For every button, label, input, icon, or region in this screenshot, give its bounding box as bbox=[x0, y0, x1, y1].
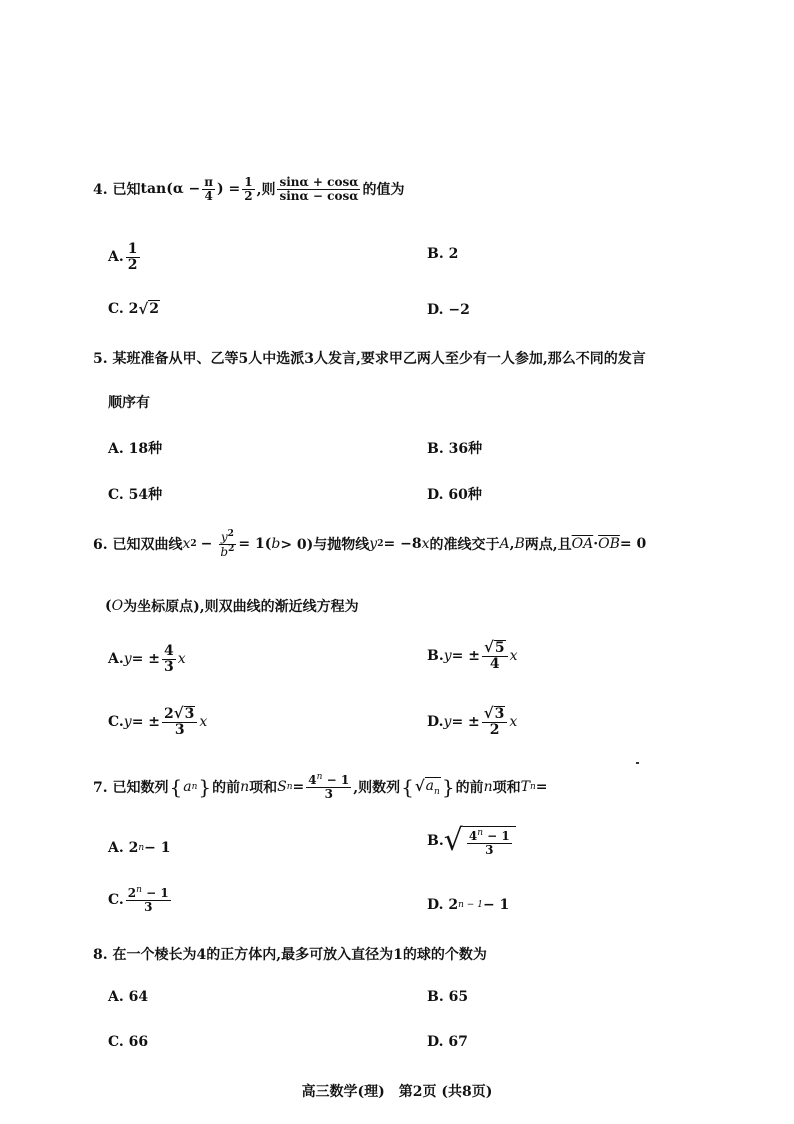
q7-option-a bbox=[108, 840, 171, 856]
q6-line2: 为坐标原点),则双曲线的渐近线方程为 bbox=[123, 599, 359, 615]
q6-b-den: 4 bbox=[489, 655, 500, 672]
q6-a-fraction bbox=[162, 644, 176, 674]
q7-c-exp: n bbox=[136, 885, 142, 895]
q7-b-fraction bbox=[467, 829, 512, 856]
q7-b-exp: n bbox=[477, 828, 483, 838]
q6-c-x: x bbox=[199, 713, 208, 730]
question-8-stem bbox=[93, 944, 487, 964]
q7-mid2: 项和 bbox=[249, 779, 278, 796]
q5-stem-line2: 顺序有 bbox=[108, 395, 150, 411]
q4-pi-den: 4 bbox=[204, 188, 213, 203]
q6-d-pm: = ± bbox=[451, 713, 480, 730]
q4-a-num: 1 bbox=[127, 241, 138, 257]
q7-option-c bbox=[108, 886, 173, 913]
q7-eq: = bbox=[292, 778, 305, 795]
q6-option-a bbox=[108, 644, 186, 674]
q7-option-b: B. √ $\frac{4^n - 1}{3}$ bbox=[427, 826, 516, 856]
q6-c-den: 3 bbox=[174, 721, 185, 738]
q7-c-label: C. bbox=[108, 891, 124, 908]
q4-pi-fraction bbox=[202, 176, 215, 202]
q6-b-radicand: 5 bbox=[494, 640, 505, 656]
q6-d-den: 2 bbox=[489, 721, 500, 738]
q4-prefix: 4. 已知 bbox=[93, 182, 141, 199]
question-6-stem: 6. 已知双曲线 x 2 − $\frac{y^2}{b^2}$ = 1( b > 0)与抛物线 y 2 = −8 x 的准线交于 A , B 两点,且 $\overline{OA}$ · $\overline{OB}$ = 0 bbox=[93, 529, 647, 559]
q4-expr-den: sinα − cosα bbox=[279, 188, 359, 203]
q6-d-radicand: 3 bbox=[494, 706, 505, 722]
question-5-stem-2 bbox=[108, 392, 150, 412]
q4-c-label: C. 2 bbox=[108, 301, 139, 317]
q7-s-den: 3 bbox=[324, 786, 333, 801]
q7-b-label: B. bbox=[427, 833, 444, 850]
stray-mark bbox=[636, 762, 639, 764]
q6-c-pm: = ± bbox=[131, 713, 161, 730]
q7-d-exp: n − 1 bbox=[458, 900, 483, 910]
q6-frac-b: b bbox=[220, 544, 229, 559]
q7-b-tail: − 1 bbox=[483, 829, 510, 843]
q6-origin: O bbox=[111, 598, 124, 614]
q6-vector-oa: $\overline{OA}$ bbox=[571, 536, 594, 553]
q6-mid2: 两点,且 bbox=[524, 537, 572, 554]
q6-b-x: x bbox=[509, 647, 518, 664]
q7-mid4: 的前 bbox=[455, 779, 484, 796]
q7-n2: n bbox=[483, 778, 493, 795]
q4-suffix: 的值为 bbox=[362, 182, 405, 199]
q6-dot: · bbox=[593, 536, 599, 553]
q4-half-num: 1 bbox=[244, 175, 253, 189]
q6-b-fraction: √ 5 4 bbox=[482, 640, 508, 671]
question-7-stem: 7. 已知数列 { a n } 的前 n 项和 S n = $\frac{4^n - 1}{3}$ ,则数列 { √ $a_n$ } 的前 n 项和 T n = bbox=[93, 772, 548, 801]
q7-s-base: 4 bbox=[308, 773, 317, 787]
q7-mid5: 项和 bbox=[492, 779, 521, 796]
q6-a-den: 3 bbox=[164, 658, 174, 675]
q4-then: ,则 bbox=[256, 182, 276, 199]
q6-a-pm: = ± bbox=[131, 651, 161, 668]
q5-option-c bbox=[108, 484, 162, 504]
q7-c-base: 2 bbox=[127, 886, 137, 900]
q6-option-d bbox=[427, 706, 517, 737]
q8-option-a bbox=[108, 989, 148, 1005]
q6-vector-ob: $\overline{OB}$ bbox=[598, 536, 620, 553]
q5-b-text: B. 36种 bbox=[427, 441, 483, 457]
q7-mid3: ,则数列 bbox=[353, 779, 401, 796]
q4-half-fraction bbox=[242, 176, 254, 202]
q7-b-base: 4 bbox=[468, 829, 478, 843]
q6-a-label: A. bbox=[108, 651, 124, 668]
q6-option-c bbox=[108, 706, 207, 737]
q7-seq-a: a bbox=[183, 778, 192, 795]
q6-option-b bbox=[427, 640, 518, 671]
q7-t-sub: n bbox=[529, 781, 536, 792]
q6-parab-x: x bbox=[421, 536, 430, 553]
q7-s: S bbox=[277, 778, 287, 795]
q6-point-b: B bbox=[514, 536, 525, 553]
q8-c-text: C. 66 bbox=[108, 1034, 149, 1050]
q4-c-sqrt: √ 2 bbox=[138, 300, 159, 318]
q4-option-c bbox=[108, 300, 160, 318]
q6-b-y: y bbox=[443, 647, 452, 664]
q6-comma: , bbox=[509, 536, 515, 553]
question-5-stem bbox=[93, 348, 646, 368]
q8-b-text: B. 65 bbox=[427, 989, 469, 1005]
q4-a-fraction bbox=[126, 242, 140, 272]
q8-option-d bbox=[427, 1034, 468, 1050]
q7-c-fraction bbox=[126, 886, 171, 913]
q5-option-b bbox=[427, 438, 482, 458]
q4-c-radicand: 2 bbox=[149, 301, 159, 317]
q7-option-d bbox=[427, 897, 509, 913]
q6-parab-y: y bbox=[369, 536, 378, 553]
q6-b-label: B. bbox=[427, 647, 444, 664]
q8-option-c bbox=[108, 1034, 148, 1050]
q8-d-text: D. 67 bbox=[427, 1034, 468, 1050]
q4-b-text: B. 2 bbox=[427, 246, 459, 262]
q4-expr-num: sinα + cosα bbox=[279, 175, 359, 189]
q8-option-b bbox=[427, 989, 468, 1005]
q6-y2-b2-fraction: $\frac{y^2}{b^2}$ bbox=[220, 529, 235, 559]
q6-point-a: A bbox=[499, 536, 510, 553]
q7-s-fraction bbox=[306, 773, 351, 800]
q7-s-sub: n bbox=[286, 781, 293, 792]
q7-c-den: 3 bbox=[144, 899, 153, 914]
q6-bcond: b bbox=[271, 536, 281, 553]
q6-eq0: = 0 bbox=[619, 536, 647, 553]
q7-end: = bbox=[535, 778, 548, 795]
q4-expr-fraction bbox=[277, 176, 360, 202]
q5-option-a bbox=[108, 438, 162, 458]
q8-stem-text: 8. 在一个棱长为4的正方体内,最多可放入直径为1的球的个数为 bbox=[93, 947, 487, 963]
q7-sqrt-n: n bbox=[434, 786, 440, 797]
q7-n1: n bbox=[240, 778, 250, 795]
q7-c-tail: − 1 bbox=[141, 886, 169, 900]
q6-frac-y: y bbox=[220, 530, 228, 544]
q8-a-text: A. 64 bbox=[108, 989, 149, 1005]
q4-tan: tan(α − bbox=[140, 181, 201, 198]
q7-d-base: D. 2 bbox=[427, 897, 459, 913]
question-4-stem bbox=[93, 176, 404, 202]
q4-a-den: 2 bbox=[127, 256, 138, 273]
q6-paren: ( bbox=[105, 598, 112, 614]
q6-c-fraction: 2 √ 3 3 bbox=[162, 706, 197, 737]
q6-a-y: y bbox=[123, 651, 132, 668]
q6-c-coef: 2 bbox=[164, 706, 174, 722]
q6-d-fraction: √ 3 2 bbox=[482, 706, 508, 737]
q6-parab-eq: = −8 bbox=[383, 536, 422, 553]
q6-c-radicand: 3 bbox=[184, 706, 195, 722]
q7-mid: 的前 bbox=[212, 779, 241, 796]
q7-d-tail: − 1 bbox=[482, 897, 510, 913]
q7-s-tail: − 1 bbox=[322, 773, 350, 787]
q6-d-label: D. bbox=[427, 713, 444, 730]
question-6-stem-2 bbox=[105, 596, 359, 616]
q4-a-label: A. bbox=[108, 249, 124, 266]
q5-stem-line1: 5. 某班准备从甲、乙等5人中选派3人发言,要求甲乙两人至少有一人参加,那么不同的发言 bbox=[93, 351, 646, 367]
q6-a-x: x bbox=[177, 651, 186, 668]
q7-prefix: 7. 已知数列 bbox=[93, 779, 169, 796]
q6-d-x: x bbox=[509, 713, 518, 730]
q6-prefix: 6. 已知双曲线 bbox=[93, 537, 183, 554]
q4-half-den: 2 bbox=[244, 188, 253, 203]
q6-d-y: y bbox=[443, 713, 452, 730]
q7-s-exp: n bbox=[316, 772, 323, 782]
q6-x: x bbox=[182, 536, 191, 553]
q7-b-den: 3 bbox=[485, 842, 494, 857]
q4-option-b bbox=[427, 246, 458, 262]
q4-option-d bbox=[427, 302, 470, 318]
q4-d-text: D. −2 bbox=[427, 302, 470, 318]
q6-mid: 的准线交于 bbox=[429, 537, 500, 554]
q6-cond: > 0)与抛物线 bbox=[280, 537, 370, 554]
q7-a-base: A. 2 bbox=[108, 840, 139, 856]
q4-pi-num: π bbox=[204, 175, 214, 189]
q5-d-text: D. 60种 bbox=[427, 487, 482, 503]
q6-c-label: C. bbox=[108, 713, 124, 730]
q7-a-exp: n bbox=[138, 843, 145, 853]
q5-option-d bbox=[427, 484, 482, 504]
q6-minus: − bbox=[200, 536, 213, 553]
q5-a-text: A. 18种 bbox=[108, 441, 163, 457]
q4-option-a bbox=[108, 242, 142, 272]
q4-eq: ) = bbox=[217, 181, 241, 198]
page-footer: 高三数学(理) 第2页 (共8页) bbox=[301, 1084, 493, 1100]
q7-seq-n: n bbox=[191, 781, 198, 792]
q6-eq1: = 1( bbox=[238, 536, 272, 553]
q5-c-text: C. 54种 bbox=[108, 487, 163, 503]
q7-sqrt-a: a bbox=[425, 777, 435, 794]
q6-b-pm: = ± bbox=[451, 647, 480, 664]
q7-t: T bbox=[520, 778, 530, 795]
q6-a-num: 4 bbox=[164, 643, 174, 659]
q6-c-y: y bbox=[123, 713, 132, 730]
q7-a-tail: − 1 bbox=[144, 840, 171, 856]
